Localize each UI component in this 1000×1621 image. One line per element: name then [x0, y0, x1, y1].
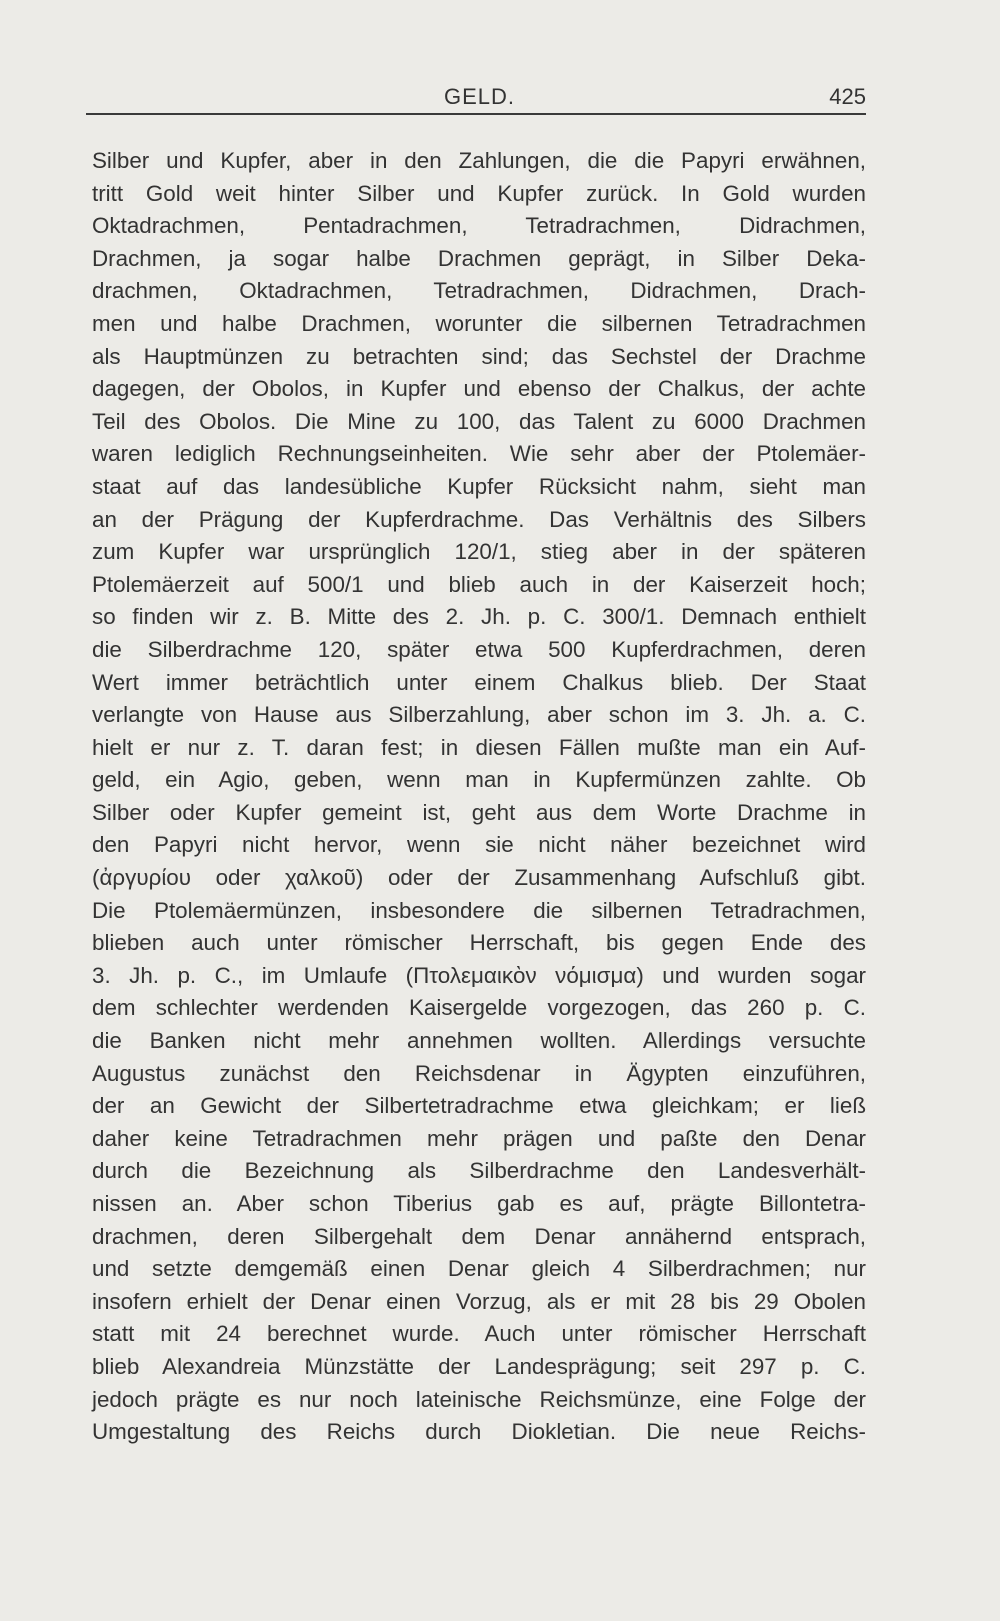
text-line: als Hauptmünzen zu betrachten sind; das Sechstel der Drachme	[92, 343, 866, 369]
text-line: daher keine Tetradrachmen mehr prägen und paßte den Denar	[92, 1125, 866, 1151]
text-line: jedoch prägte es nur noch lateinische Reichsmünze, eine Folge der	[92, 1386, 866, 1412]
text-line: Silber oder Kupfer gemeint ist, geht aus dem Worte Drachme in	[92, 799, 866, 825]
text-line: Drachmen, ja sogar halbe Drachmen geprägt, in Silber Deka-	[92, 245, 866, 271]
text-line: Umgestaltung des Reichs durch Diokletian. Die neue Reichs-	[92, 1419, 866, 1445]
text-line: Die Ptolemäermünzen, insbesondere die silbernen Tetradrachmen,	[92, 897, 866, 923]
text-line: verlangte von Hause aus Silberzahlung, aber schon im 3. Jh. a. C.	[92, 702, 866, 728]
text-line: statt mit 24 berechnet wurde. Auch unter römischer Herrschaft	[92, 1321, 866, 1347]
text-line: so finden wir z. B. Mitte des 2. Jh. p. C. 300/1. Demnach enthielt	[92, 604, 866, 630]
text-line: tritt Gold weit hinter Silber und Kupfer zurück. In Gold wurden	[92, 180, 866, 206]
text-line: Oktadrachmen, Pentadrachmen, Tetradrachmen, Didrachmen,	[92, 213, 866, 239]
text-line: Teil des Obolos. Die Mine zu 100, das Talent zu 6000 Drachmen	[92, 408, 866, 434]
text-line: und setzte demgemäß einen Denar gleich 4 Silberdrachmen; nur	[92, 1256, 866, 1282]
text-line: insofern erhielt der Denar einen Vorzug, als er mit 28 bis 29 Obolen	[92, 1288, 866, 1314]
text-line: hielt er nur z. T. daran fest; in diesen Fällen mußte man ein Auf-	[92, 734, 866, 760]
text-line: Augustus zunächst den Reichsdenar in Ägypten einzuführen,	[92, 1060, 866, 1086]
text-line: an der Prägung der Kupferdrachme. Das Verhältnis des Silbers	[92, 506, 866, 532]
text-line: dagegen, der Obolos, in Kupfer und ebenso der Chalkus, der achte	[92, 376, 866, 402]
text-line: den Papyri nicht hervor, wenn sie nicht näher bezeichnet wird	[92, 832, 866, 858]
text-line: drachmen, deren Silbergehalt dem Denar annähernd entsprach,	[92, 1223, 866, 1249]
text-line: die Banken nicht mehr annehmen wollten. Allerdings versuchte	[92, 1028, 866, 1054]
text-line: die Silberdrachme 120, später etwa 500 Kupferdrachmen, deren	[92, 636, 866, 662]
text-line: staat auf das landesübliche Kupfer Rücksicht nahm, sieht man	[92, 473, 866, 499]
header-rule	[86, 113, 866, 115]
text-line: (ἀργυρίου oder χαλκοῦ) oder der Zusammenhang Aufschluß gibt.	[92, 865, 866, 891]
text-line: nissen an. Aber schon Tiberius gab es auf, prägte Billontetra-	[92, 1191, 866, 1216]
text-line: Wert immer beträchtlich unter einem Chalkus blieb. Der Staat	[92, 669, 866, 695]
text-line: durch die Bezeichnung als Silberdrachme den Landesverhält-	[92, 1158, 866, 1184]
text-line: blieb Alexandreia Münzstätte der Landesprägung; seit 297 p. C.	[92, 1353, 866, 1379]
body-text	[92, 145, 866, 1449]
running-title: GELD.	[444, 84, 516, 109]
text-line: 3. Jh. p. C., im Umlaufe (Πτολεμαικὸν νόμισμα) und wurden sogar	[92, 962, 866, 988]
text-line: dem schlechter werdenden Kaisergelde vorgezogen, das 260 p. C.	[92, 995, 866, 1021]
text-line: waren lediglich Rechnungseinheiten. Wie sehr aber der Ptolemäer-	[92, 441, 866, 467]
text-line: blieben auch unter römischer Herrschaft, bis gegen Ende des	[92, 930, 866, 956]
text-line: der an Gewicht der Silbertetradrachme etwa gleichkam; er ließ	[92, 1093, 866, 1119]
text-line: drachmen, Oktadrachmen, Tetradrachmen, Didrachmen, Drach-	[92, 278, 866, 304]
text-line: zum Kupfer war ursprünglich 120/1, stieg aber in der späteren	[92, 539, 866, 565]
text-line: Ptolemäerzeit auf 500/1 und blieb auch in der Kaiserzeit hoch;	[92, 571, 866, 597]
page-number: 425	[829, 84, 866, 109]
text-line: men und halbe Drachmen, worunter die silbernen Tetradrachmen	[92, 310, 866, 336]
text-line: geld, ein Agio, geben, wenn man in Kupfermünzen zahlte. Ob	[92, 767, 866, 793]
text-line: Silber und Kupfer, aber in den Zahlungen, die die Papyri erwähnen,	[92, 148, 866, 173]
